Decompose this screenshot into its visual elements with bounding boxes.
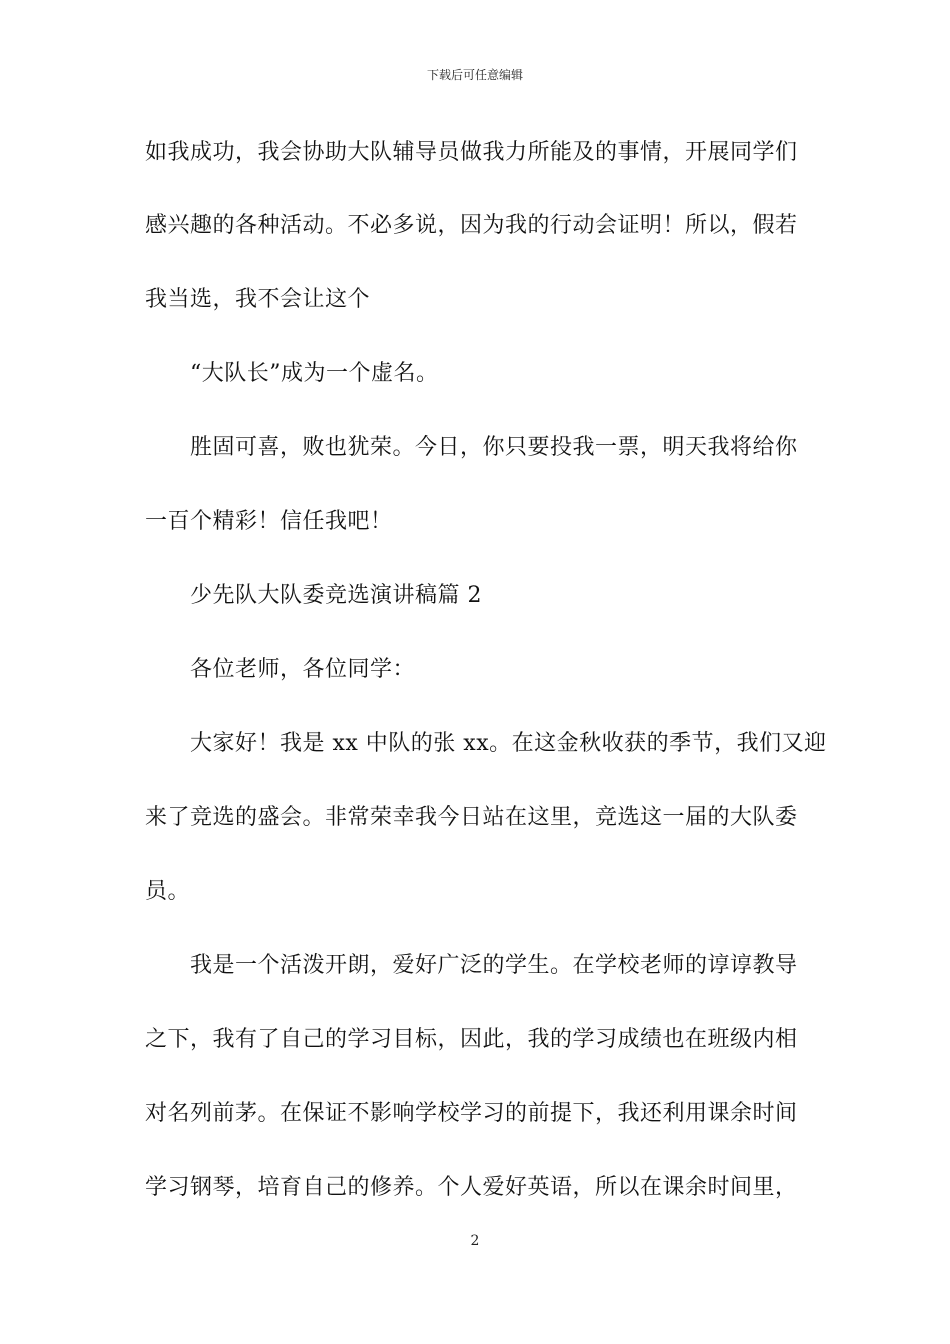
- salutation: 各位老师，各位同学：: [190, 657, 416, 682]
- paragraph-line: 我是一个活泼开朗，爱好广泛的学生。在学校老师的谆谆教导: [190, 953, 798, 978]
- paragraph-line: 我当选，我不会让这个: [145, 287, 371, 312]
- paragraph-line: 感兴趣的各种活动。不必多说，因为我的行动会证明！所以，假若: [145, 213, 798, 238]
- paragraph-line: “大队长”成为一个虚名。: [190, 361, 439, 386]
- paragraph-line: 来了竞选的盛会。非常荣幸我今日站在这里，竞选这一届的大队委: [145, 805, 798, 830]
- page-header: 下载后可任意编辑: [426, 68, 523, 82]
- paragraph-line: 一百个精彩！信任我吧！: [145, 509, 393, 534]
- paragraph-line: 大家好！我是 xx 中队的张 xx。在这金秋收获的季节，我们又迎: [190, 731, 827, 756]
- paragraph-line: 对名列前茅。在保证不影响学校学习的前提下，我还利用课余时间: [145, 1101, 798, 1126]
- paragraph-line: 员。: [145, 879, 191, 904]
- paragraph-line: 学习钢琴，培育自己的修养。个人爱好英语，所以在课余时间里，: [145, 1175, 798, 1200]
- paragraph-line: 胜固可喜，败也犹荣。今日，你只要投我一票，明天我将给你: [190, 435, 798, 460]
- paragraph-line: 如我成功，我会协助大队辅导员做我力所能及的事情，开展同学们: [145, 140, 798, 165]
- page-number: 2: [470, 1233, 480, 1249]
- paragraph-line: 之下，我有了自己的学习目标，因此，我的学习成绩也在班级内相: [145, 1027, 798, 1052]
- section-heading: 少先队大队委竞选演讲稿篇 2: [190, 583, 482, 608]
